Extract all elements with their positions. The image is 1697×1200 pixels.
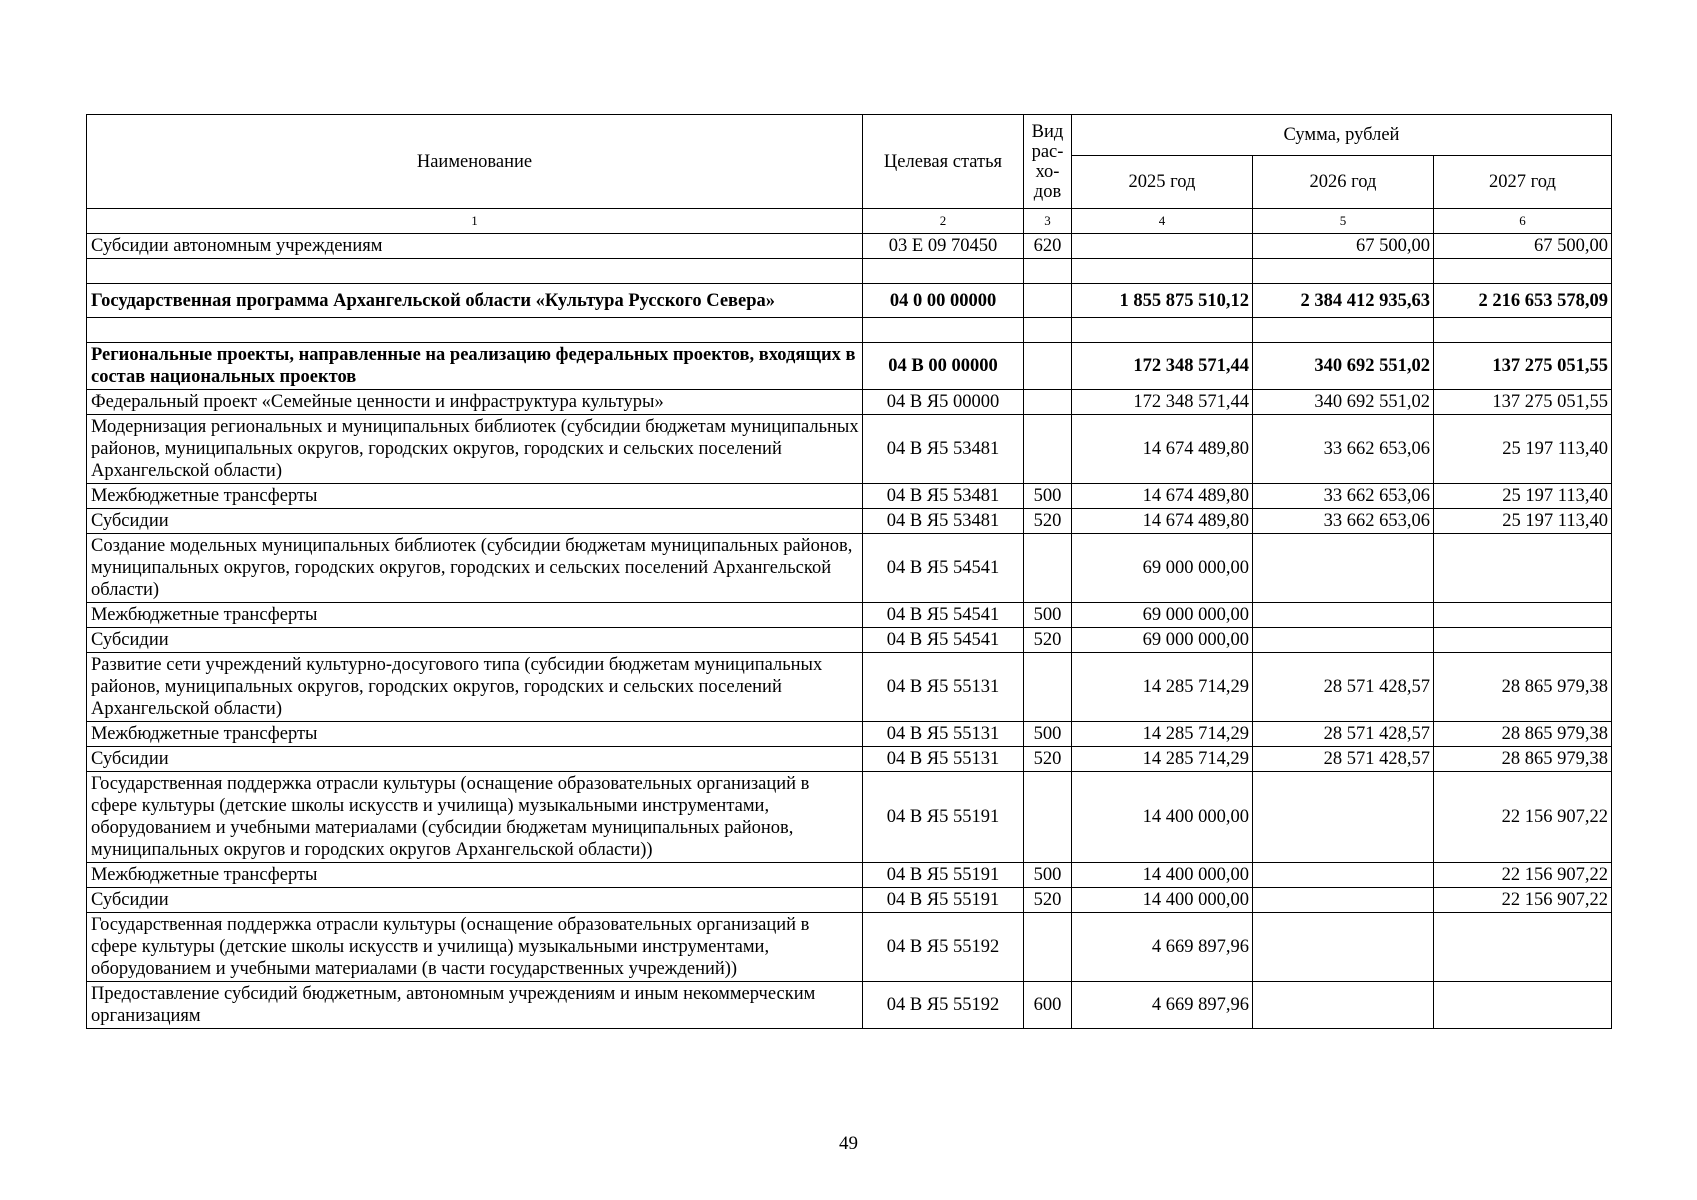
row-sum-2027: 67 500,00	[1434, 234, 1612, 259]
row-sum-2026	[1253, 603, 1434, 628]
row-vid	[1024, 534, 1072, 603]
row-vid: 520	[1024, 509, 1072, 534]
header-sum: Сумма, рублей	[1072, 115, 1612, 156]
column-number-2: 2	[863, 209, 1024, 234]
row-sum-2027: 25 197 113,40	[1434, 484, 1612, 509]
row-name: Межбюджетные трансферты	[87, 484, 863, 509]
row-name: Федеральный проект «Семейные ценности и инфраструктура культуры»	[87, 390, 863, 415]
row-name: Межбюджетные трансферты	[87, 722, 863, 747]
row-sum-2026	[1253, 772, 1434, 863]
row-code: 04 В Я5 53481	[863, 484, 1024, 509]
table-row	[87, 888, 1612, 913]
row-sum-2027	[1434, 628, 1612, 653]
header-vid: Вид рас- хо- дов	[1024, 115, 1072, 209]
table-row	[87, 509, 1612, 534]
row-sum-2027	[1434, 534, 1612, 603]
row-sum-2025: 14 285 714,29	[1072, 653, 1253, 722]
row-sum-2026	[1253, 534, 1434, 603]
table-row	[87, 603, 1612, 628]
table-row	[87, 484, 1612, 509]
row-code: 04 В Я5 55191	[863, 888, 1024, 913]
row-sum-2025: 14 400 000,00	[1072, 863, 1253, 888]
row-vid: 520	[1024, 628, 1072, 653]
row-sum-2026: 340 692 551,02	[1253, 343, 1434, 390]
header-year-2027: 2027 год	[1434, 156, 1612, 209]
row-sum-2026: 28 571 428,57	[1253, 722, 1434, 747]
row-vid: 500	[1024, 603, 1072, 628]
header-year-2026: 2026 год	[1253, 156, 1434, 209]
column-number-1: 1	[87, 209, 863, 234]
row-sum-2026: 67 500,00	[1253, 234, 1434, 259]
row-sum-2027: 137 275 051,55	[1434, 390, 1612, 415]
table-row	[87, 390, 1612, 415]
header-year-2025: 2025 год	[1072, 156, 1253, 209]
row-sum-2027: 25 197 113,40	[1434, 509, 1612, 534]
row-sum-2026: 33 662 653,06	[1253, 415, 1434, 484]
row-vid: 500	[1024, 484, 1072, 509]
table-row	[87, 415, 1612, 484]
row-name: Субсидии	[87, 509, 863, 534]
empty-row	[87, 259, 1612, 284]
budget-table	[86, 114, 1612, 1029]
row-vid	[1024, 653, 1072, 722]
row-sum-2025: 69 000 000,00	[1072, 628, 1253, 653]
empty-row	[87, 318, 1612, 343]
table-row	[87, 747, 1612, 772]
row-sum-2026: 28 571 428,57	[1253, 747, 1434, 772]
row-sum-2027	[1434, 982, 1612, 1029]
row-code: 04 В 00 00000	[863, 343, 1024, 390]
row-sum-2027: 2 216 653 578,09	[1434, 284, 1612, 318]
table-row	[87, 863, 1612, 888]
table-row	[87, 343, 1612, 390]
row-sum-2027: 22 156 907,22	[1434, 863, 1612, 888]
row-sum-2027: 28 865 979,38	[1434, 722, 1612, 747]
row-sum-2026: 28 571 428,57	[1253, 653, 1434, 722]
row-sum-2026	[1253, 888, 1434, 913]
row-code: 04 В Я5 54541	[863, 534, 1024, 603]
row-code: 03 Е 09 70450	[863, 234, 1024, 259]
row-name: Развитие сети учреждений культурно-досугового типа (субсидии бюджетам муниципальных районов, муниципальных округов, городских округов, городских и сельских поселений Архангельской области)	[87, 653, 863, 722]
row-name: Государственная программа Архангельской области «Культура Русского Севера»	[87, 284, 863, 318]
row-code: 04 В Я5 55192	[863, 913, 1024, 982]
row-code: 04 В Я5 55191	[863, 772, 1024, 863]
row-name: Субсидии	[87, 888, 863, 913]
row-vid	[1024, 913, 1072, 982]
row-name: Региональные проекты, направленные на реализацию федеральных проектов, входящих в состав национальных проектов	[87, 343, 863, 390]
column-number-6: 6	[1434, 209, 1612, 234]
row-name: Модернизация региональных и муниципальных библиотек (субсидии бюджетам муниципальных районов, муниципальных округов, городских округов, городских и сельских поселений Архангельской области)	[87, 415, 863, 484]
row-sum-2025: 69 000 000,00	[1072, 603, 1253, 628]
row-code: 04 В Я5 55131	[863, 722, 1024, 747]
row-code: 04 0 00 00000	[863, 284, 1024, 318]
row-sum-2027	[1434, 603, 1612, 628]
row-vid	[1024, 343, 1072, 390]
row-sum-2025	[1072, 234, 1253, 259]
table-row	[87, 284, 1612, 318]
row-sum-2025: 14 285 714,29	[1072, 747, 1253, 772]
row-sum-2025: 14 400 000,00	[1072, 888, 1253, 913]
row-name: Предоставление субсидий бюджетным, автономным учреждениям и иным некоммерческим организациям	[87, 982, 863, 1029]
row-vid	[1024, 284, 1072, 318]
row-sum-2027	[1434, 913, 1612, 982]
row-vid	[1024, 390, 1072, 415]
column-number-4: 4	[1072, 209, 1253, 234]
row-name: Межбюджетные трансферты	[87, 863, 863, 888]
row-vid: 500	[1024, 722, 1072, 747]
row-code: 04 В Я5 53481	[863, 415, 1024, 484]
table-row	[87, 653, 1612, 722]
row-sum-2027: 28 865 979,38	[1434, 747, 1612, 772]
row-sum-2027: 137 275 051,55	[1434, 343, 1612, 390]
table-row	[87, 534, 1612, 603]
row-sum-2025: 14 674 489,80	[1072, 509, 1253, 534]
row-vid	[1024, 415, 1072, 484]
row-code: 04 В Я5 55192	[863, 982, 1024, 1029]
row-sum-2025: 14 400 000,00	[1072, 772, 1253, 863]
row-name: Субсидии автономным учреждениям	[87, 234, 863, 259]
row-sum-2025: 172 348 571,44	[1072, 343, 1253, 390]
table-row	[87, 234, 1612, 259]
row-code: 04 В Я5 53481	[863, 509, 1024, 534]
row-code: 04 В Я5 55131	[863, 653, 1024, 722]
row-code: 04 В Я5 55191	[863, 863, 1024, 888]
row-sum-2026	[1253, 628, 1434, 653]
row-name: Субсидии	[87, 747, 863, 772]
row-sum-2027: 28 865 979,38	[1434, 653, 1612, 722]
row-sum-2025: 14 285 714,29	[1072, 722, 1253, 747]
row-vid: 500	[1024, 863, 1072, 888]
table-row	[87, 722, 1612, 747]
row-sum-2027: 22 156 907,22	[1434, 772, 1612, 863]
row-sum-2026	[1253, 913, 1434, 982]
row-name: Государственная поддержка отрасли культуры (оснащение образовательных организаций в сфере культуры (детские школы искусств и училища) музыкальными инструментами, оборудованием и учебными материалами (субсидии бюджетам муниципальных районов, муниципальных округов и городских округов Архангельской области))	[87, 772, 863, 863]
table-row	[87, 772, 1612, 863]
row-sum-2025: 69 000 000,00	[1072, 534, 1253, 603]
row-vid: 600	[1024, 982, 1072, 1029]
row-sum-2025: 1 855 875 510,12	[1072, 284, 1253, 318]
row-sum-2027: 25 197 113,40	[1434, 415, 1612, 484]
row-vid: 520	[1024, 888, 1072, 913]
row-name: Межбюджетные трансферты	[87, 603, 863, 628]
table-row	[87, 982, 1612, 1029]
row-code: 04 В Я5 00000	[863, 390, 1024, 415]
row-sum-2026: 340 692 551,02	[1253, 390, 1434, 415]
row-vid: 520	[1024, 747, 1072, 772]
row-code: 04 В Я5 54541	[863, 628, 1024, 653]
row-sum-2026	[1253, 863, 1434, 888]
row-name: Государственная поддержка отрасли культуры (оснащение образовательных организаций в сфере культуры (детские школы искусств и училища) музыкальными инструментами, оборудованием и учебными материалами (в части государственных учреждений))	[87, 913, 863, 982]
column-number-3: 3	[1024, 209, 1072, 234]
row-sum-2025: 14 674 489,80	[1072, 415, 1253, 484]
row-sum-2026: 2 384 412 935,63	[1253, 284, 1434, 318]
row-code: 04 В Я5 55131	[863, 747, 1024, 772]
header-target: Целевая статья	[863, 115, 1024, 209]
header-name: Наименование	[87, 115, 863, 209]
row-sum-2025: 4 669 897,96	[1072, 982, 1253, 1029]
row-sum-2026: 33 662 653,06	[1253, 484, 1434, 509]
row-sum-2026: 33 662 653,06	[1253, 509, 1434, 534]
row-vid: 620	[1024, 234, 1072, 259]
row-sum-2025: 4 669 897,96	[1072, 913, 1253, 982]
table-row	[87, 913, 1612, 982]
column-number-5: 5	[1253, 209, 1434, 234]
row-sum-2027: 22 156 907,22	[1434, 888, 1612, 913]
row-name: Субсидии	[87, 628, 863, 653]
row-vid	[1024, 772, 1072, 863]
row-sum-2025: 14 674 489,80	[1072, 484, 1253, 509]
table-row	[87, 628, 1612, 653]
page-number: 49	[839, 1133, 858, 1154]
row-sum-2025: 172 348 571,44	[1072, 390, 1253, 415]
row-code: 04 В Я5 54541	[863, 603, 1024, 628]
row-name: Создание модельных муниципальных библиотек (субсидии бюджетам муниципальных районов, муниципальных округов, городских округов, городских и сельских поселений Архангельской области)	[87, 534, 863, 603]
row-sum-2026	[1253, 982, 1434, 1029]
